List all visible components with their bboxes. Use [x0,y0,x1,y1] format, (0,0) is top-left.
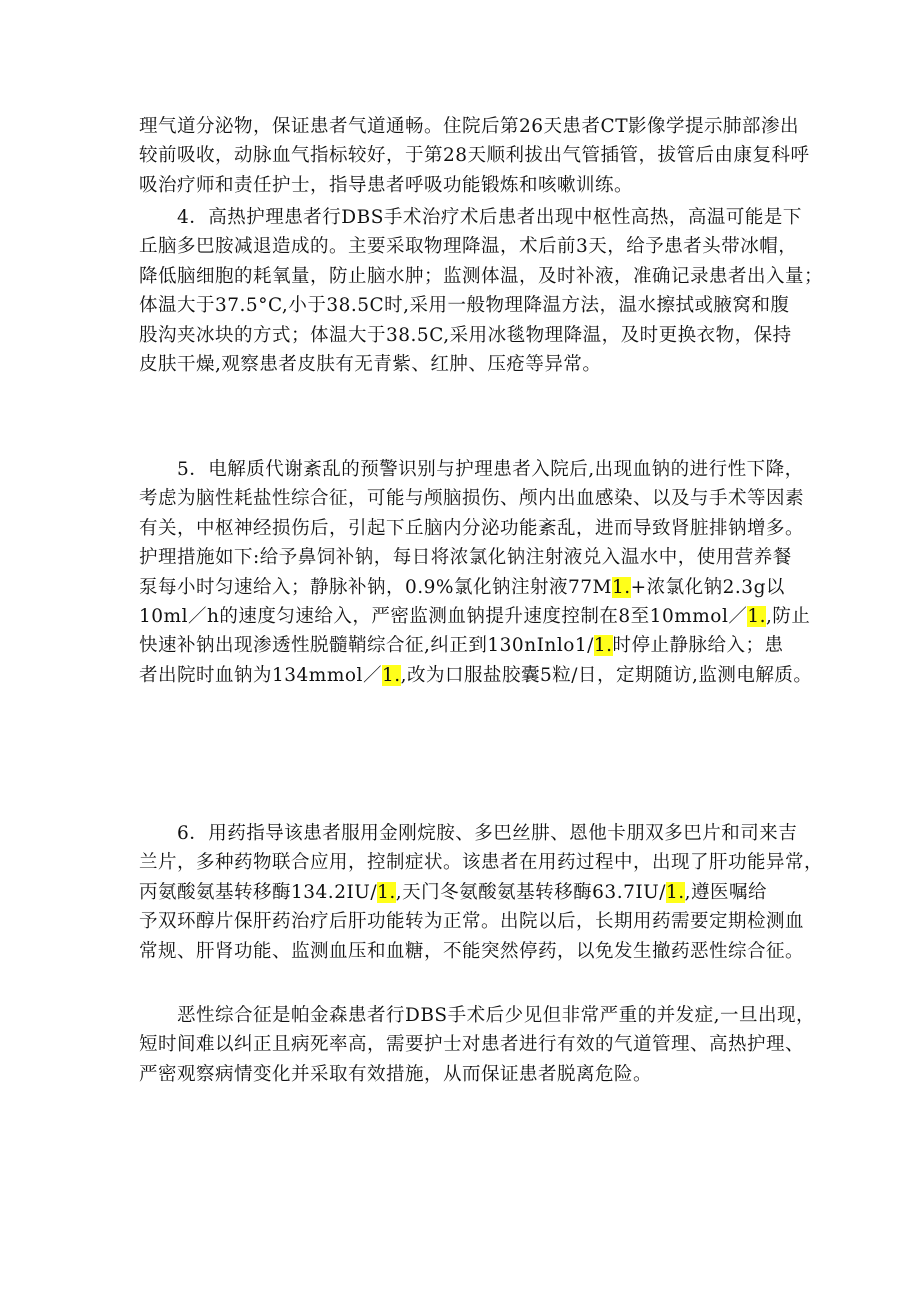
text-segment: 6．用药指导该患者服用金刚烷胺、多巴丝肼、恩他卡朋双多巴片和司来吉 [139,823,798,844]
text-segment: 股沟夹冰块的方式；体温大于38.5C,采用冰毯物理降温，及时更换衣物，保持 [139,324,792,346]
text-line [139,112,799,141]
text-segment: ,防止 [766,606,811,628]
paragraph-medication-guidance [139,819,824,966]
paragraph-summary [139,1001,815,1089]
text-line [139,819,799,848]
text-segment: 常规、肝肾功能、监测血压和血糖，不能突然停药，以免发生撤药恶性综合征。 [139,940,805,962]
text-segment: 护理措施如下:给予鼻饲补钠，每日将浓氯化钠注射液兑入温水中，使用营养餐 [139,547,792,569]
text-line [139,262,824,291]
text-segment: 皮肤干燥,观察患者皮肤有无青紫、红肿、压疮等异常。 [139,354,602,376]
text-segment: 吸治疗师和责任护士，指导患者呼吸功能锻炼和咳嗽训练。 [139,174,634,196]
text-segment: 体温大于37.5°C,小于38.5C时,采用一般物理降温方法，温水擦拭或腋窝和腹 [139,295,790,317]
text-segment: ,遵医嘱给 [684,881,768,903]
text-segment: 10ml／h的速度匀速给入，严密监测血钠提升速度控制在8至10mmol／ [139,606,748,628]
text-segment: 泵每小时匀速给入；静脉补钠，0.9%氯化钠注射液77M [139,576,612,598]
text-segment: 降低脑细胞的耗氧量，防止脑水肿；监测体温，及时补液，准确记录患者出入量； [139,265,824,287]
text-segment: 丙氨酸氨基转移酶134.2IU/ [139,881,378,903]
text-segment: 理气道分泌物，保证患者气道通畅。住院后第26天患者CT影像学提示肺部渗出 [139,116,800,137]
paragraph-fever-care [139,203,824,379]
text-segment: 4．高热护理患者行DBS手术治疗术后患者出现中枢性高热，高温可能是下 [139,207,802,228]
text-segment: 严密观察病情变化并采取有效措施，从而保证患者脱离危险。 [139,1063,653,1085]
text-line [139,543,799,572]
text-line [139,937,805,966]
text-line [139,661,813,690]
text-segment: 考虑为脑性耗盐性综合征，可能与颅脑损伤、颅内出血感染、以及与手术等因素 [139,488,805,510]
text-line [139,1060,799,1089]
text-line [139,455,804,484]
text-segment: ,天门冬氨酸氨基转移酶63.7IU/ [395,881,666,903]
text-segment: 时停止静脉给入；患 [612,635,784,657]
text-line [139,514,805,543]
text-segment: 丘脑多巴胺减退造成的。主要采取物理降温，术后前3天，给予患者头带冰帽， [139,236,798,258]
text-segment: 5．电解质代谢紊乱的预警识别与护理患者入院后,出现血钠的进行性下降， [139,459,804,480]
text-line [139,878,799,907]
highlighted-unit: 1. [612,576,631,598]
text-line [139,484,805,513]
text-line [139,232,799,261]
text-segment: 者出院时血钠为134mmol／ [139,664,382,686]
text-segment: 较前吸收，动脉血气指标较好，于第28天顺利拔出气管插管，拔管后由康复科呼 [139,145,810,167]
highlighted-unit: 1. [377,881,396,903]
text-segment: 短时间难以纠正且病死率高，需要护士对患者进行有效的气道管理、高热护理、 [139,1034,805,1056]
highlighted-unit: 1. [381,664,401,686]
text-segment: 兰片，多种药物联合应用，控制症状。该患者在用药过程中，出现了肝功能异常， [139,852,824,874]
text-line [139,907,805,936]
text-line [139,1001,815,1030]
text-line [139,141,810,170]
text-segment: 恶性综合征是帕金森患者行DBS手术后少见但非常严重的并发症,一旦出现， [139,1005,815,1026]
text-segment: 快速补钠出现渗透性脱髓鞘综合征,纠正到130nInlo1/ [139,635,594,657]
text-segment: 予双环醇片保肝药治疗后肝功能转为正常。出院以后，长期用药需要定期检测血 [139,911,805,933]
text-line [139,321,799,350]
text-line [139,631,799,660]
text-line [139,602,811,631]
text-line [139,848,824,877]
text-line [139,1030,805,1059]
paragraph-airway-care [139,112,810,200]
text-segment: ,改为口服盐胶囊5粒/日，定期随访,监测电解质。 [400,664,813,686]
text-line [139,171,799,200]
highlighted-unit: 1. [665,881,685,903]
paragraph-electrolyte-care [139,455,813,690]
text-line [139,203,802,232]
text-segment: +浓氯化钠2.3g以 [630,576,785,598]
text-line [139,350,799,379]
text-segment: 有关，中枢神经损伤后，引起下丘脑内分泌功能紊乱，进而导致肾脏排钠增多。 [139,517,805,539]
text-line [139,573,799,602]
text-line [139,291,799,320]
highlighted-unit: 1. [747,606,767,628]
highlighted-unit: 1. [593,635,613,657]
